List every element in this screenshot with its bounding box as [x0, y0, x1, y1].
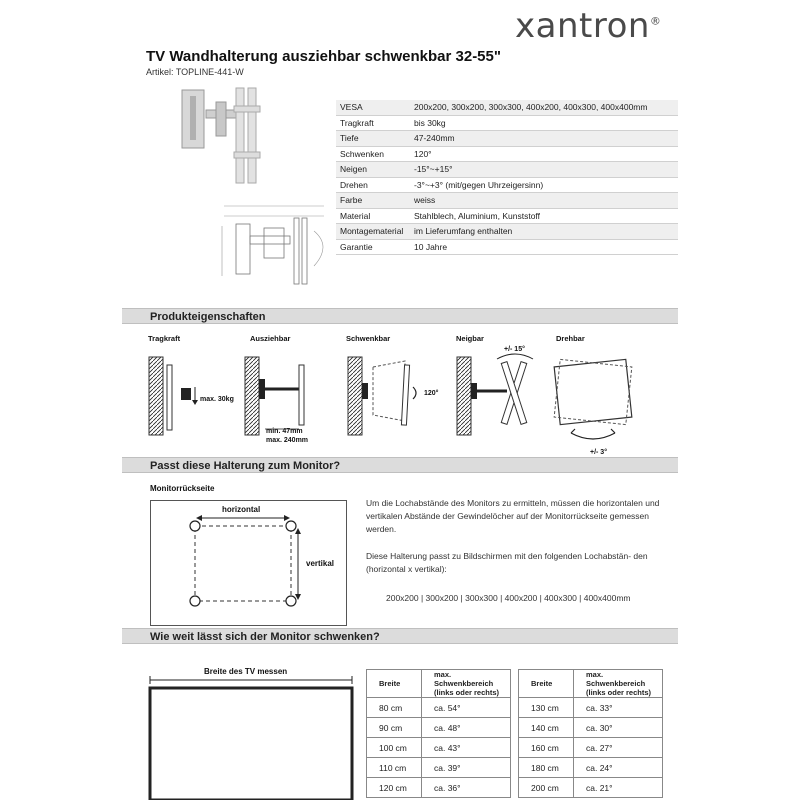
swivel-header-row: [519, 670, 663, 698]
spec-key: Tiefe: [336, 131, 410, 147]
ausziehbar-min: min. 47mm: [266, 428, 303, 435]
section-schwenken: Wie weit lässt sich der Monitor schwenken?: [122, 628, 678, 644]
spec-row: [336, 193, 678, 209]
feature-schwenkbar-label: Schwenkbar: [346, 334, 391, 343]
swivel-breite: 100 cm: [367, 738, 422, 758]
spec-key: Material: [336, 208, 410, 224]
spec-key: Tragkraft: [336, 115, 410, 131]
technical-drawing: [214, 186, 334, 294]
product-title: TV Wandhalterung ausziehbar schwenkbar 32-55": [146, 48, 501, 65]
swivel-row: [367, 778, 511, 798]
spec-key: Garantie: [336, 239, 410, 255]
swivel-breite: 200 cm: [519, 778, 574, 798]
schwenkbar-icon: [348, 357, 416, 435]
spec-value: 10 Jahre: [410, 239, 678, 255]
spec-value: 47-240mm: [410, 131, 678, 147]
monitor-paragraph-2: Diese Halterung passt zu Bildschirmen mit den folgenden Lochabstän- den (horizontal x vertikal):: [366, 551, 648, 574]
spec-row: [336, 131, 678, 147]
spec-row: [336, 162, 678, 178]
swivel-row: [367, 718, 511, 738]
spec-value: weiss: [410, 193, 678, 209]
col-bereich: max. Schwenkbereich (links oder rechts): [574, 670, 663, 698]
tragkraft-icon: [149, 357, 198, 435]
product-photo: [176, 80, 266, 190]
swivel-bereich: ca. 39°: [422, 758, 511, 778]
spec-key: Drehen: [336, 177, 410, 193]
swivel-bereich: ca. 43°: [422, 738, 511, 758]
spec-value: 120°: [410, 146, 678, 162]
swivel-bereich: ca. 54°: [422, 698, 511, 718]
swivel-row: [367, 738, 511, 758]
swivel-row: [367, 698, 511, 718]
swivel-breite: 180 cm: [519, 758, 574, 778]
drehbar-icon: [554, 359, 632, 439]
ausziehbar-icon: [245, 357, 304, 435]
swivel-table-left: [366, 669, 511, 798]
swivel-bereich: ca. 33°: [574, 698, 663, 718]
spec-row: [336, 239, 678, 255]
section-passt: Passt diese Halterung zum Monitor?: [122, 457, 678, 473]
swivel-breite: 130 cm: [519, 698, 574, 718]
ausziehbar-max: max. 240mm: [266, 437, 309, 444]
swivel-breite: 120 cm: [367, 778, 422, 798]
swivel-row: [367, 758, 511, 778]
monitor-paragraph-1: Um die Lochabstände des Monitors zu ermitteln, müssen die horizontalen und vertikalen Abstände der Gewindelöcher auf der Monitorrückseite gemessen werden.: [366, 498, 660, 534]
feature-drehbar-label: Drehbar: [556, 334, 585, 343]
neigbar-angle: +/- 15°: [504, 346, 525, 353]
swivel-row: [519, 778, 663, 798]
swivel-breite: 80 cm: [367, 698, 422, 718]
feature-tragkraft-label: Tragkraft: [148, 334, 181, 343]
spec-value: -15°~+15°: [410, 162, 678, 178]
monitor-heading: Monitorrückseite: [150, 484, 215, 493]
spec-value: -3°~+3° (mit/gegen Uhrzeigersinn): [410, 177, 678, 193]
swivel-bereich: ca. 48°: [422, 718, 511, 738]
spec-value: 200x200, 300x200, 300x300, 400x200, 400x300, 400x400mm: [410, 100, 678, 115]
spec-row: [336, 208, 678, 224]
tv-measure-diagram: [146, 676, 356, 800]
swivel-breite: 110 cm: [367, 758, 422, 778]
col-breite: Breite: [519, 670, 574, 698]
swivel-bereich: ca. 36°: [422, 778, 511, 798]
spec-key: Farbe: [336, 193, 410, 209]
spec-key: Schwenken: [336, 146, 410, 162]
spec-row: [336, 146, 678, 162]
swivel-row: [519, 698, 663, 718]
tragkraft-note: max. 30kg: [200, 396, 234, 403]
swivel-breite: 160 cm: [519, 738, 574, 758]
drehbar-angle: +/- 3°: [590, 449, 608, 456]
feature-ausziehbar-label: Ausziehbar: [250, 334, 291, 343]
swivel-breite: 140 cm: [519, 718, 574, 738]
spec-row: [336, 115, 678, 131]
spec-table: [336, 100, 678, 255]
spec-row: [336, 100, 678, 115]
neigbar-icon: [457, 354, 533, 435]
swivel-header-row: [367, 670, 511, 698]
swivel-bereich: ca. 27°: [574, 738, 663, 758]
spec-row: [336, 177, 678, 193]
vesa-list: 200x200 | 300x200 | 300x300 | 400x200 | 400x300 | 400x400mm: [386, 593, 631, 603]
schwenkbar-angle: 120°: [424, 390, 439, 397]
swivel-row: [519, 758, 663, 778]
spec-value: im Lieferumfang enthalten: [410, 224, 678, 240]
spec-row: [336, 224, 678, 240]
swivel-row: [519, 738, 663, 758]
spec-key: Montagematerial: [336, 224, 410, 240]
swivel-bereich: ca. 30°: [574, 718, 663, 738]
section-produkteigenschaften: Produkteigenschaften: [122, 308, 678, 324]
horizontal-label: horizontal: [222, 505, 261, 514]
vertikal-label: vertikal: [306, 559, 335, 568]
swivel-row: [519, 718, 663, 738]
brand-logo: xantron®: [515, 6, 662, 46]
feature-neigbar-label: Neigbar: [456, 334, 484, 343]
tv-measure-label: Breite des TV messen: [204, 667, 288, 676]
col-breite: Breite: [367, 670, 422, 698]
swivel-table-right: [518, 669, 663, 798]
spec-key: Neigen: [336, 162, 410, 178]
spec-key: VESA: [336, 100, 410, 115]
col-bereich: max. Schwenkbereich (links oder rechts): [422, 670, 511, 698]
swivel-breite: 90 cm: [367, 718, 422, 738]
swivel-bereich: ca. 21°: [574, 778, 663, 798]
spec-value: Stahlblech, Aluminium, Kunststoff: [410, 208, 678, 224]
article-number: Artikel: TOPLINE-441-W: [146, 67, 244, 77]
spec-value: bis 30kg: [410, 115, 678, 131]
swivel-bereich: ca. 24°: [574, 758, 663, 778]
